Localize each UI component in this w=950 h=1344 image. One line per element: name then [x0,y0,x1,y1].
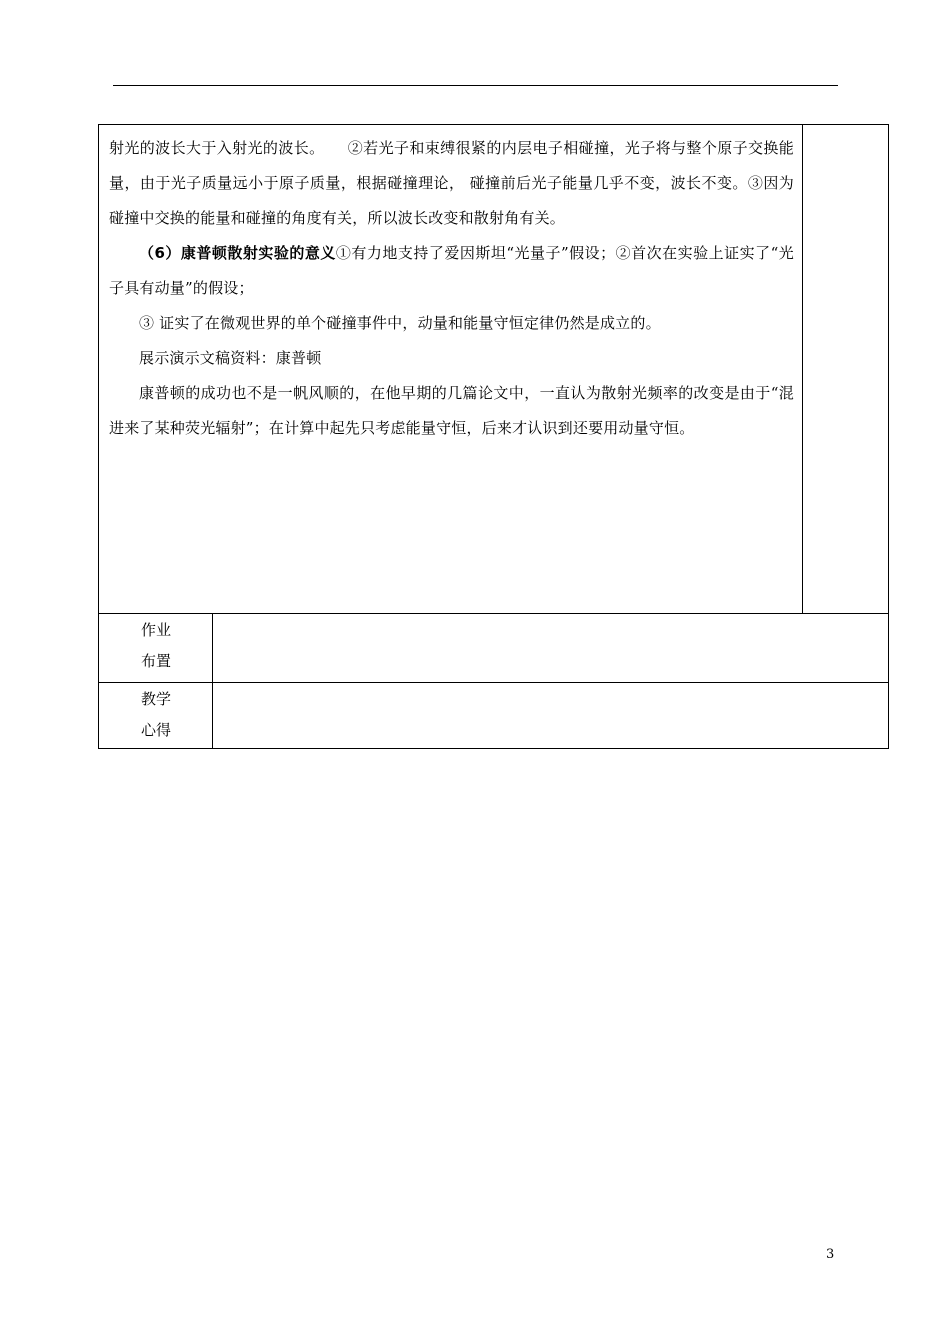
page-number: 3 [826,1247,835,1262]
homework-value [213,614,888,682]
reflection-row [99,682,888,748]
paragraph-compton-history: 康普顿的成功也不是一帆风顺的，在他早期的几篇论文中，一直认为散射光频率的改变是由于“混进来了某种荧光辐射”；在计算中起先只考虑能量守恒，后来才认识到还要用动量守恒。 [109,384,794,437]
homework-row [99,613,888,682]
teaching-content-cell [99,125,803,613]
reflection-label [99,683,213,748]
homework-label [99,614,213,682]
notes-column-cell [803,125,888,613]
header-rule [113,85,838,86]
significance-heading: （6）康普顿散射实验的意义 [139,244,336,262]
reflection-value [213,683,888,748]
paragraph-significance [109,236,794,306]
homework-label-line1: 作业 [141,621,172,639]
significance-text: ①有力地支持了爱因斯坦“光量子”假设；②首次在实验上证实了“光子具有动量”的假设； [109,244,794,297]
reflection-label-line2: 心得 [141,721,172,739]
paragraph-conservation: ③ 证实了在微观世界的单个碰撞事件中，动量和能量守恒定律仍然是成立的。 [139,314,661,332]
paragraph-compton-wavelength: 射光的波长大于入射光的波长。 ②若光子和束缚很紧的内层电子相碰撞，光子将与整个原子交换能量，由于光子质量远小于原子质量，根据碰撞理论， 碰撞前后光子能量几乎不变，波长不变。③因为碰撞中交换的能量和碰撞的角度有关，所以波长改变和散射角有关。 [109,139,794,227]
reflection-label-line1: 教学 [141,690,172,708]
paragraph-slides: 展示演示文稿资料：康普顿 [139,349,322,367]
lesson-plan-table [98,124,889,749]
homework-label-line2: 布置 [141,652,172,670]
